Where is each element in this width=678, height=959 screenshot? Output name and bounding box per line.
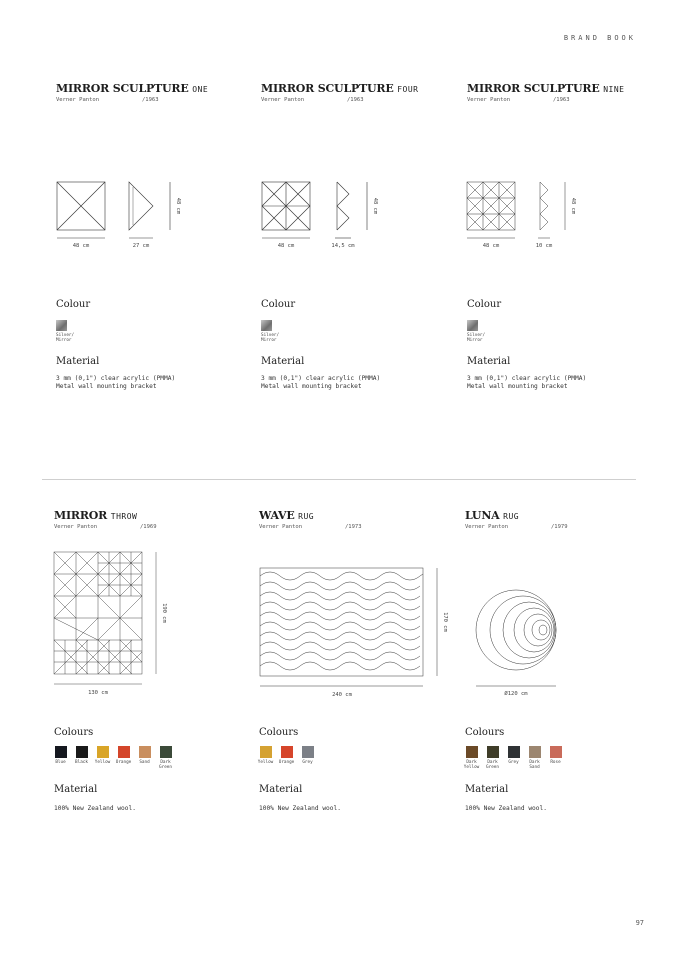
material-heading: Material	[261, 356, 305, 367]
sculpture-four-drawing	[255, 175, 405, 255]
dim-height: 190 cm	[161, 603, 167, 623]
swatch-label: Yellow	[257, 760, 274, 765]
dim-width: 48 cm	[277, 243, 295, 249]
sculpture-one-drawing	[50, 175, 200, 255]
swatch-chip	[487, 746, 499, 758]
dim-width: 48 cm	[72, 243, 90, 249]
colour-swatch	[524, 746, 545, 770]
designer-credit: Verner Panton /1963	[261, 97, 364, 103]
dim-height: 48 cm	[175, 197, 181, 215]
colour-swatch	[50, 746, 71, 770]
product-title: MIRROR SCULPTURE NINE	[467, 82, 625, 95]
dim-width: 240 cm	[332, 692, 352, 698]
swatch-chip	[508, 746, 520, 758]
material-heading: Material	[56, 356, 100, 367]
swatch-chip	[466, 746, 478, 758]
swatch-label: Dark Green	[159, 760, 172, 770]
swatch-label: Rose	[550, 760, 561, 765]
colour-swatch	[155, 746, 176, 770]
material-text: 3 mm (0,1") clear acrylic (PMMA) Metal wall mounting bracket	[467, 375, 587, 390]
swatch-chip	[529, 746, 541, 758]
swatch-label: Grey	[508, 760, 519, 765]
swatch-chip	[550, 746, 562, 758]
swatch-label: Black	[75, 760, 88, 765]
material-text: 3 mm (0,1") clear acrylic (PMMA) Metal wall mounting bracket	[56, 375, 176, 390]
colour-swatch	[255, 746, 276, 765]
colour-swatch	[71, 746, 92, 770]
colour-swatch	[461, 746, 482, 770]
swatch-chip	[55, 746, 67, 758]
colour-swatch	[297, 746, 318, 765]
swatch-chip	[139, 746, 151, 758]
swatch-label: Sand	[139, 760, 150, 765]
swatch-label: Grey	[302, 760, 313, 765]
material-heading: Material	[54, 784, 98, 795]
dim-height: 48 cm	[570, 197, 576, 215]
swatch-chip	[260, 746, 272, 758]
swatch-chip	[302, 746, 314, 758]
colour-heading: Colour	[56, 299, 91, 310]
swatch-chip	[160, 746, 172, 758]
colour-swatch-silver: Silver/ Mirror	[467, 320, 493, 343]
dim-height: 170 cm	[442, 612, 448, 632]
dim-depth: 10 cm	[535, 243, 553, 249]
designer-credit: Verner Panton /1979	[465, 524, 568, 530]
colours-heading: Colours	[465, 727, 505, 738]
section-divider	[42, 479, 636, 480]
dim-depth: 27 cm	[132, 243, 150, 249]
colour-swatch-silver: Silver/ Mirror	[56, 320, 82, 343]
swatch-label: Orange	[115, 760, 132, 765]
sculpture-nine-drawing	[460, 175, 610, 255]
colour-swatch	[545, 746, 566, 770]
product-title: LUNA RUG	[465, 509, 520, 522]
swatch-chip	[281, 746, 293, 758]
product-title: MIRROR THROW	[54, 509, 138, 522]
luna-rug-card	[465, 509, 665, 530]
product-title: MIRROR SCULPTURE FOUR	[261, 82, 419, 95]
swatch-label: Blue	[55, 760, 66, 765]
swatch-chip	[97, 746, 109, 758]
dim-diameter: Ø120 cm	[504, 691, 528, 697]
designer-credit: Verner Panton /1963	[467, 97, 570, 103]
colour-swatch	[503, 746, 524, 770]
dim-width: 48 cm	[482, 243, 500, 249]
swatch-chip	[76, 746, 88, 758]
colour-swatches	[50, 746, 176, 770]
product-title: MIRROR SCULPTURE ONE	[56, 82, 209, 95]
material-text: 3 mm (0,1") clear acrylic (PMMA) Metal wall mounting bracket	[261, 375, 381, 390]
material-heading: Material	[467, 356, 511, 367]
product-title: WAVE RUG	[259, 509, 315, 522]
colour-heading: Colour	[261, 299, 296, 310]
designer-credit: Verner Panton /1969	[54, 524, 157, 530]
designer-credit: Verner Panton /1963	[56, 97, 159, 103]
sculpture-card-four	[261, 82, 461, 103]
swatch-chip	[118, 746, 130, 758]
dim-height: 48 cm	[372, 197, 378, 215]
colour-swatch	[92, 746, 113, 770]
colours-heading: Colours	[259, 727, 299, 738]
swatch-label: Yellow	[94, 760, 111, 765]
swatch-label: Dark Yellow	[463, 760, 480, 770]
sculpture-card-nine	[467, 82, 667, 103]
wave-rug-card	[259, 509, 459, 530]
colour-swatches	[255, 746, 318, 765]
dim-width: 130 cm	[88, 690, 108, 696]
material-heading: Material	[465, 784, 509, 795]
sculpture-card-one	[56, 82, 256, 103]
swatch-label: Orange	[278, 760, 295, 765]
page-number: 97	[635, 919, 644, 927]
colours-heading: Colours	[54, 727, 94, 738]
colour-swatches	[461, 746, 566, 770]
dim-depth: 14,5 cm	[331, 243, 355, 249]
colour-heading: Colour	[467, 299, 502, 310]
colour-swatch	[113, 746, 134, 770]
mirror-throw-card	[54, 509, 254, 530]
material-text: 100% New Zealand wool.	[259, 805, 341, 812]
mirror-throw-drawing	[50, 548, 180, 698]
luna-rug-drawing	[465, 580, 575, 700]
swatch-label: Dark Sand	[529, 760, 540, 770]
colour-swatch	[276, 746, 297, 765]
swatch-label: Dark Green	[486, 760, 499, 770]
colour-swatch	[482, 746, 503, 770]
material-heading: Material	[259, 784, 303, 795]
header-label: BRAND BOOK	[563, 34, 636, 42]
material-text: 100% New Zealand wool.	[54, 805, 136, 812]
wave-rug-drawing	[255, 562, 455, 702]
material-text: 100% New Zealand wool.	[465, 805, 547, 812]
colour-swatch-silver: Silver/ Mirror	[261, 320, 287, 343]
colour-swatch	[134, 746, 155, 770]
designer-credit: Verner Panton /1973	[259, 524, 362, 530]
